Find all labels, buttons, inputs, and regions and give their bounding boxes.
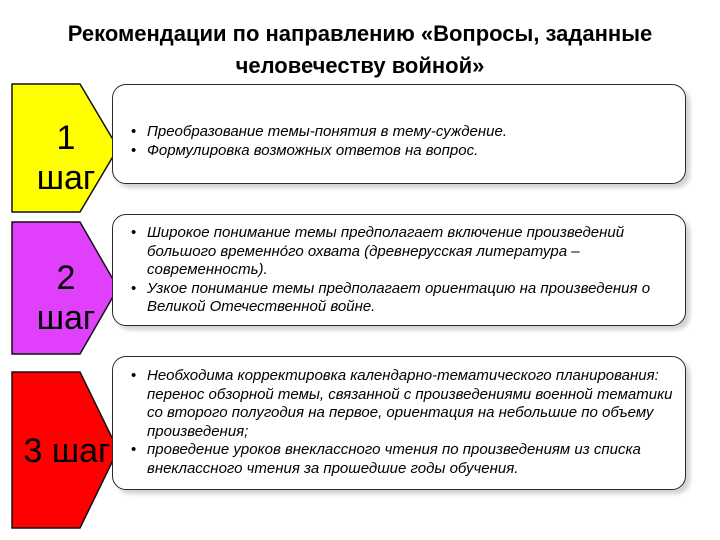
step-1-number: 1 [56,119,76,157]
step-1-label [16,118,116,198]
step-2-number: 2 [56,259,76,297]
step-1-bullets [127,123,675,160]
title-line-2: человечеству войной» [235,53,485,78]
step-2-label [16,258,116,338]
list-item: • Преобразование темы-понятия в тему-суждение. [127,123,675,142]
list-item: • Формулировка возможных ответов на вопрос. [127,142,675,161]
step-3-box [112,356,686,490]
step-1-word: шаг [36,159,96,197]
list-item: • Узкое понимание темы предполагает ориентацию на произведения о Великой Отечественной войне. [127,280,673,317]
list-item: • проведение уроков внеклассного чтения по произведениям из списка внеклассного чтения за прошедшие годы обучения. [127,441,677,478]
step-1-box [112,84,686,184]
step-2-bullets [127,224,673,317]
step-3-bullets [127,367,677,478]
list-item: • Необходима корректировка календарно-тематического планирования: перенос обзорной темы, связанной с произведениями военной тематики со второго полугодия на первое, ориентация на небольшие по объему произведения; [127,367,677,441]
step-3-text: 3 шаг [23,432,111,470]
step-3-label [8,431,126,471]
title-line-1: Рекомендации по направлению «Вопросы, заданные [67,21,653,46]
step-2-box [112,214,686,326]
step-2-word: шаг [36,299,96,337]
list-item: • Широкое понимание темы предполагает включение произведений большого временно́го охвата (древнерусская литература – современность). [127,224,673,280]
